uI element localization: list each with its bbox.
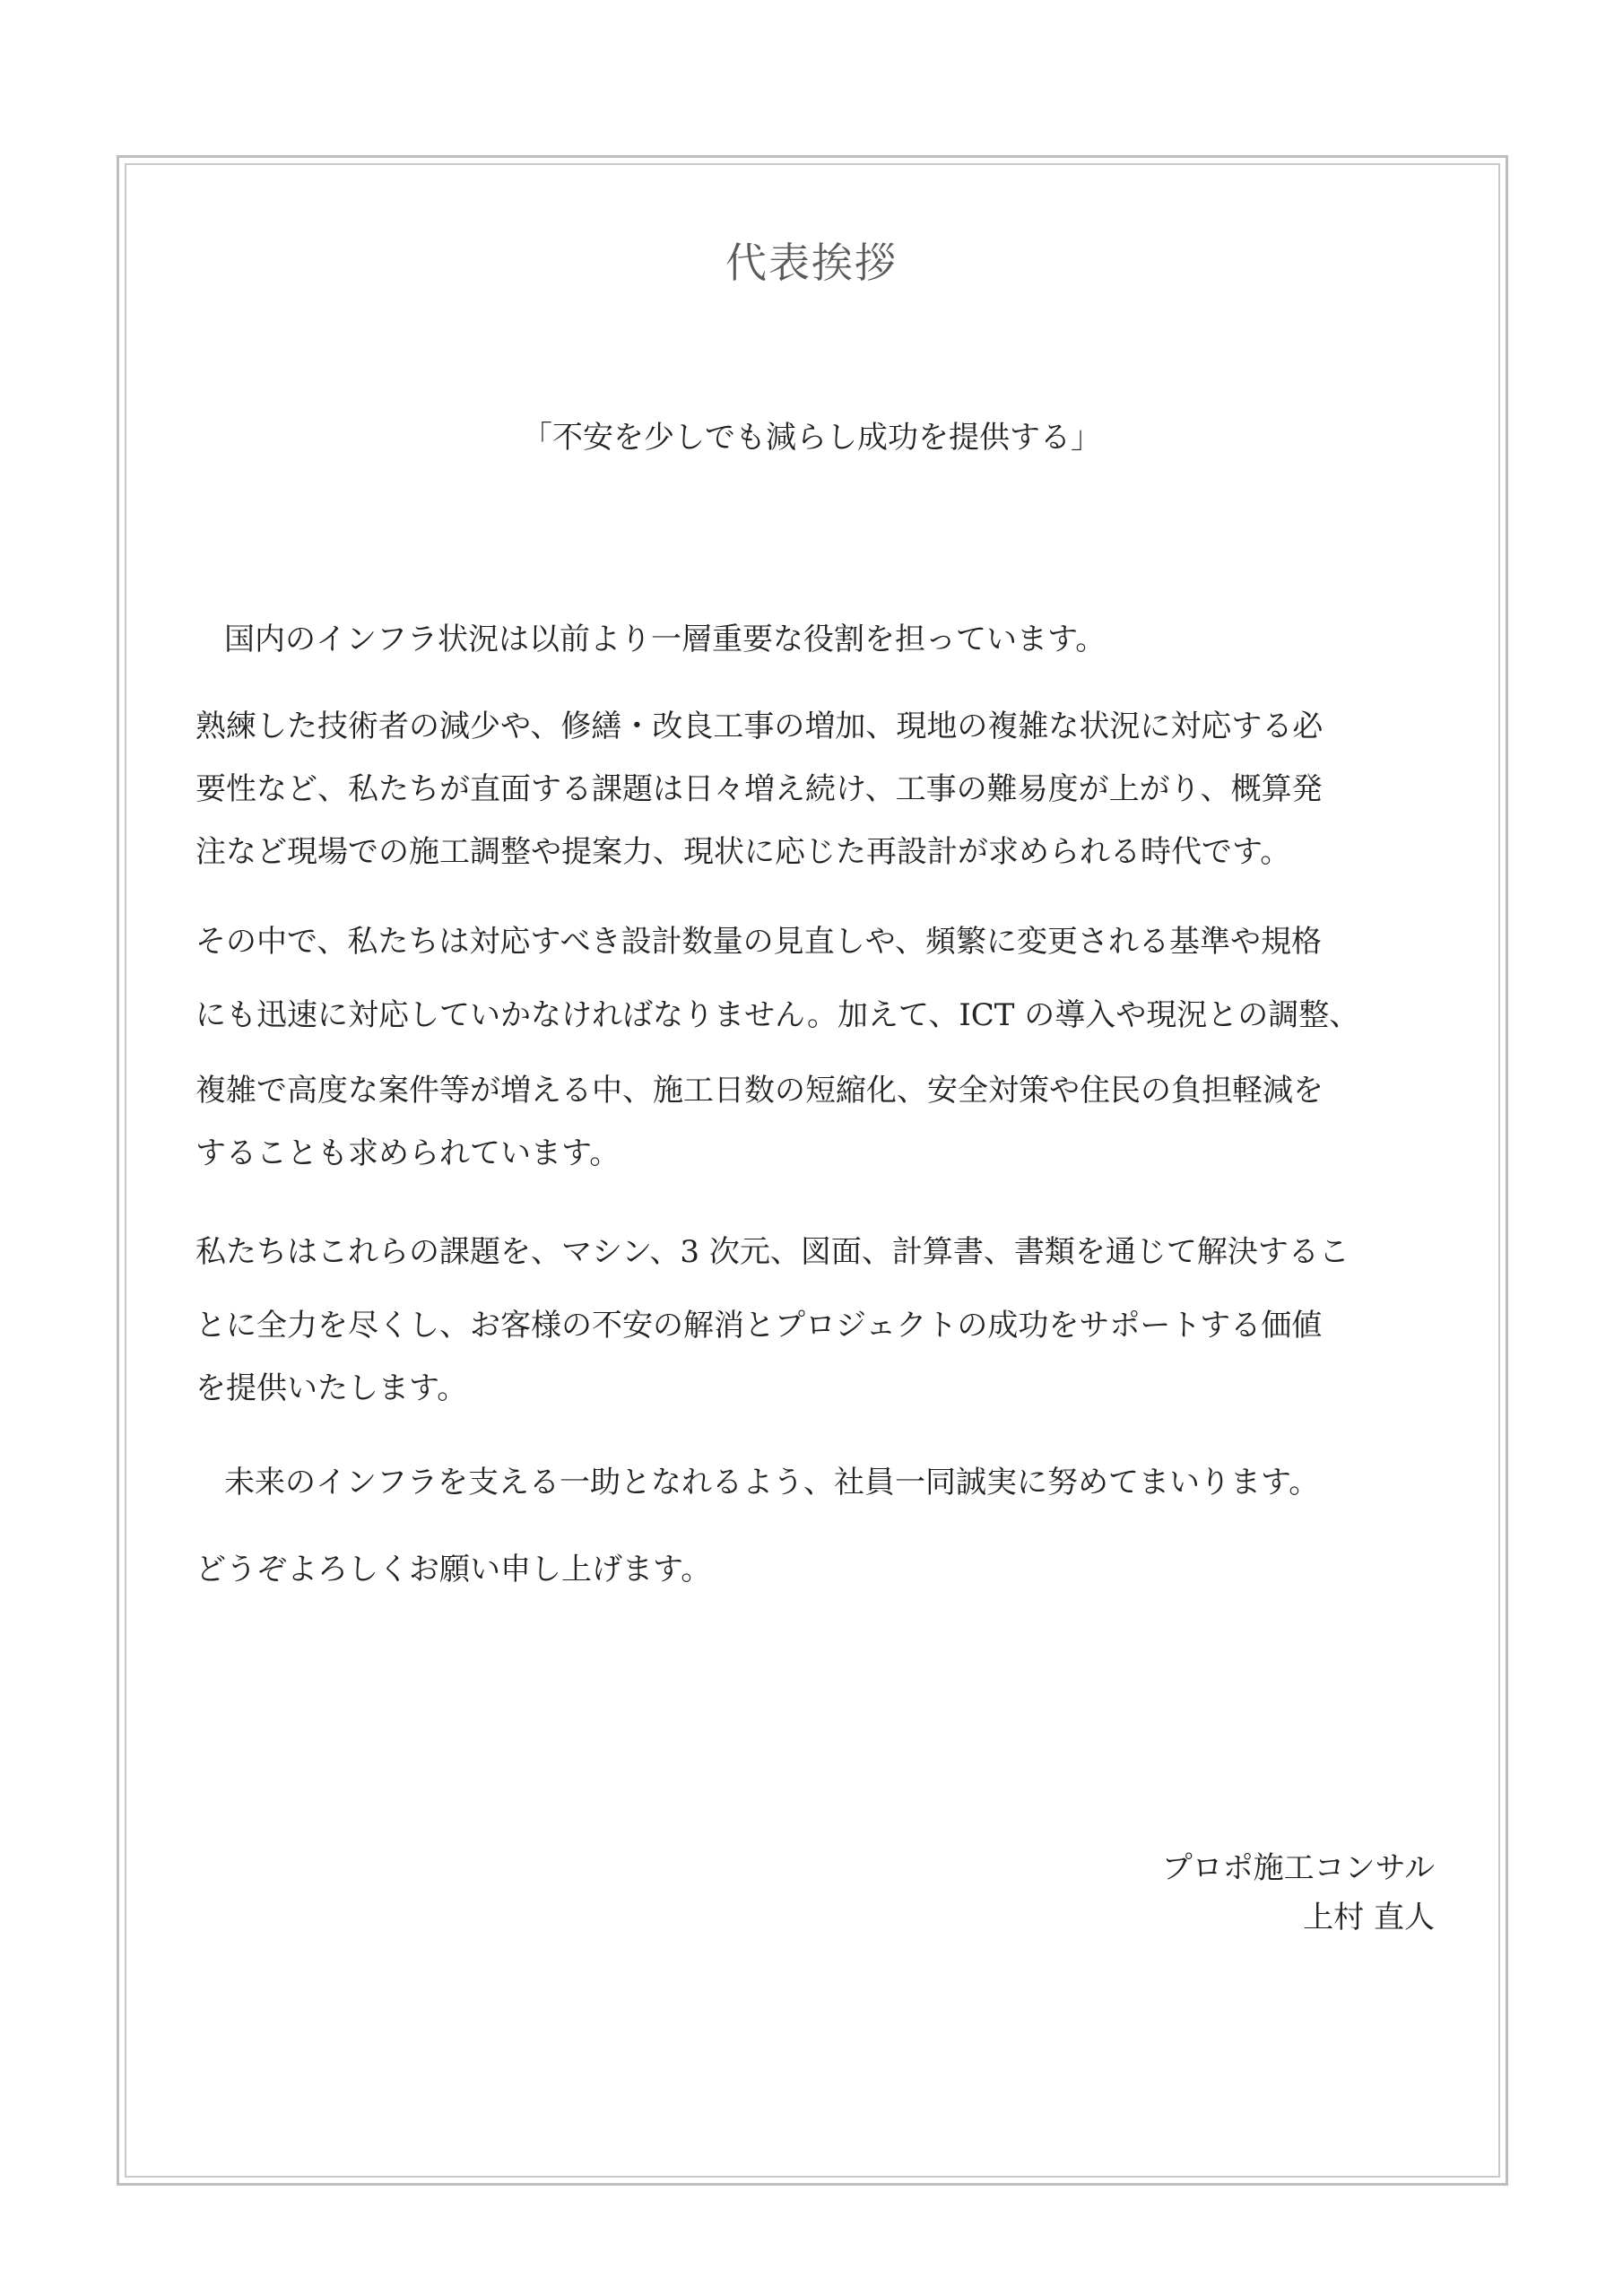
signature-name: 上村 直人	[1303, 1900, 1435, 1935]
paragraph-line: 国内のインフラ状況は以前より一層重要な役割を担っています。	[224, 622, 1107, 657]
paragraph-line: 複雑で高度な案件等が増える中、施工日数の短縮化、安全対策や住民の負担軽減を	[195, 1073, 1324, 1109]
paragraph-line: 要性など、私たちが直面する課題は日々増え続け、工事の難易度が上がり、概算発	[195, 771, 1323, 807]
paragraph-line: することも求められています。	[195, 1135, 621, 1171]
paragraph-line: 未来のインフラを支える一助となれるよう、社員一同誠実に努めてまいります。	[224, 1465, 1320, 1500]
paragraph-line: を提供いたします。	[195, 1370, 468, 1406]
paragraph-line: その中で、私たちは対応すべき設計数量の見直しや、頻繁に変更される基準や規格	[195, 924, 1322, 960]
document-slogan: 「不安を少しでも減らし成功を提供する」	[522, 420, 1101, 456]
paragraph-line: どうぞよろしくお願い申し上げます。	[195, 1552, 712, 1587]
paragraph-line: にも迅速に対応していかなければなりません。加えて、ICT の導入や現況との調整、	[195, 997, 1360, 1033]
document-title: 代表挨拶	[725, 239, 898, 287]
paragraph-line: 私たちはこれらの課題を、マシン、3 次元、図面、計算書、書類を通じて解決するこ	[195, 1234, 1350, 1270]
signature-company: プロポ施工コンサル	[1161, 1850, 1435, 1886]
paragraph-line: 熟練した技術者の減少や、修繕・改良工事の増加、現地の複雑な状況に対応する必	[195, 709, 1324, 744]
paragraph-line: とに全力を尽くし、お客様の不安の解消とプロジェクトの成功をサポートする価値	[195, 1308, 1323, 1344]
paragraph-line: 注など現場での施工調整や提案力、現状に応じた再設計が求められる時代です。	[195, 834, 1291, 870]
